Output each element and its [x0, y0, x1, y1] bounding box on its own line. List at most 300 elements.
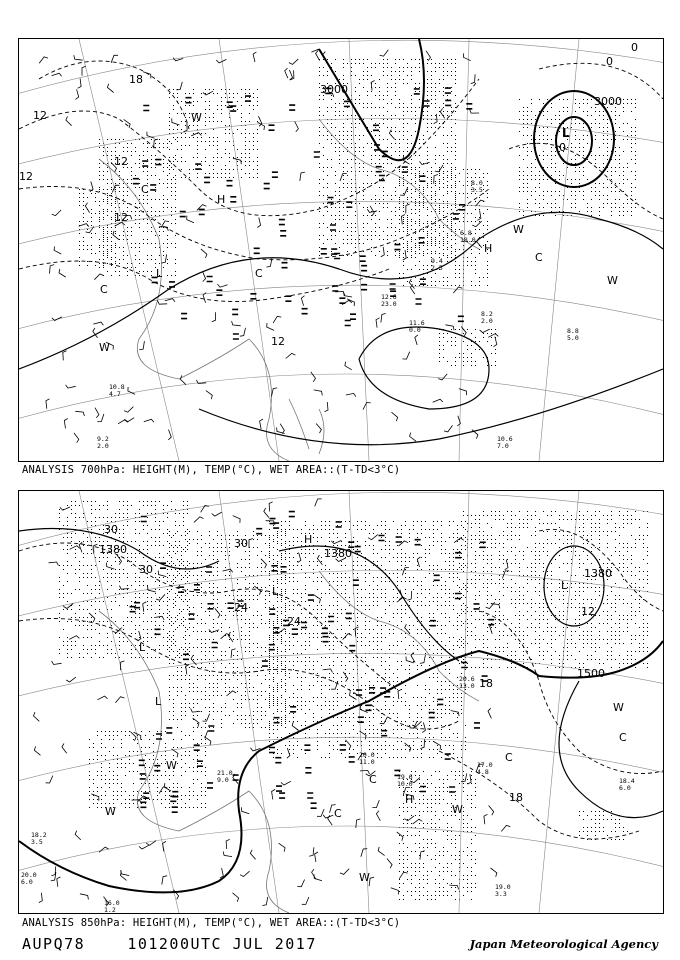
wet-area-dot	[169, 149, 170, 150]
wet-area-dot	[169, 129, 170, 130]
wet-area-dot	[339, 247, 340, 248]
wet-area-dot	[217, 695, 218, 696]
wet-area-dot	[127, 505, 128, 506]
wet-area-dot	[67, 653, 68, 654]
wet-area-dot	[151, 501, 152, 502]
wet-area-dot	[375, 195, 376, 196]
wet-area-dot	[175, 139, 176, 140]
wet-area-dot	[403, 151, 404, 152]
wet-area-dot	[205, 591, 206, 592]
wet-area-dot	[433, 569, 434, 570]
wet-area-dot	[383, 99, 384, 100]
wet-area-dot	[135, 657, 136, 658]
wet-area-dot	[417, 581, 418, 582]
wet-area-dot	[237, 595, 238, 596]
wet-area-dot	[217, 149, 218, 150]
wet-area-dot	[439, 189, 440, 190]
wind-barb	[381, 247, 385, 257]
wet-area-dot	[67, 621, 68, 622]
wet-area-dot	[471, 169, 472, 170]
wet-area-dot	[171, 637, 172, 638]
wet-area-dot	[221, 719, 222, 720]
wet-area-dot	[607, 123, 608, 124]
wet-area-dot	[455, 205, 456, 206]
wet-area-dot	[245, 579, 246, 580]
wind-barb	[176, 82, 182, 90]
wet-area-dot	[635, 175, 636, 176]
wet-area-dot	[179, 545, 180, 546]
wet-area-dot	[397, 557, 398, 558]
wet-area-dot	[135, 243, 136, 244]
wet-area-dot	[175, 541, 176, 542]
wet-area-dot	[277, 607, 278, 608]
wet-area-dot	[323, 195, 324, 196]
wet-area-dot	[443, 285, 444, 286]
wet-area-dot	[209, 639, 210, 640]
wet-area-dot	[331, 235, 332, 236]
wet-area-dot	[249, 643, 250, 644]
wet-area-dot	[461, 569, 462, 570]
wet-area-dot	[373, 553, 374, 554]
wet-area-dot	[269, 561, 270, 562]
wet-area-dot	[135, 601, 136, 602]
wet-area-dot	[523, 127, 524, 128]
wet-area-dot	[415, 205, 416, 206]
wet-area-dot	[63, 629, 64, 630]
wet-area-dot	[245, 595, 246, 596]
wet-area-dot	[187, 549, 188, 550]
wet-area-dot	[253, 109, 254, 110]
wet-area-dot	[201, 603, 202, 604]
wet-area-dot	[321, 529, 322, 530]
wet-area-dot	[335, 223, 336, 224]
wet-area-dot	[355, 99, 356, 100]
wet-area-dot	[395, 151, 396, 152]
wet-area-dot	[233, 663, 234, 664]
wet-area-dot	[177, 129, 178, 130]
wet-area-dot	[447, 59, 448, 60]
wet-area-dot	[375, 107, 376, 108]
wet-area-dot	[415, 229, 416, 230]
wet-area-dot	[99, 239, 100, 240]
wet-area-dot	[245, 695, 246, 696]
wet-area-dot	[185, 655, 186, 656]
wet-area-dot	[443, 135, 444, 136]
wet-area-dot	[205, 173, 206, 174]
wet-area-dot	[519, 211, 520, 212]
wet-area-dot	[543, 131, 544, 132]
wet-area-dot	[547, 127, 548, 128]
wet-area-dot	[635, 179, 636, 180]
wet-area-dot	[543, 207, 544, 208]
wet-area-dot	[407, 225, 408, 226]
wet-area-dot	[627, 99, 628, 100]
wet-area-dot	[183, 501, 184, 502]
wet-area-dot	[159, 585, 160, 586]
wet-area-dot	[107, 517, 108, 518]
wet-area-dot	[201, 659, 202, 660]
wet-area-dot	[371, 163, 372, 164]
wet-area-dot	[615, 111, 616, 112]
wet-area-dot	[391, 71, 392, 72]
wet-area-dot	[443, 59, 444, 60]
wet-area-dot	[143, 505, 144, 506]
wet-area-dot	[431, 229, 432, 230]
wet-area-dot	[115, 577, 116, 578]
wet-area-dot	[571, 195, 572, 196]
wet-area-dot	[335, 111, 336, 112]
wet-area-dot	[415, 285, 416, 286]
wet-area-dot	[59, 581, 60, 582]
wet-area-dot	[329, 529, 330, 530]
wet-area-dot	[217, 535, 218, 536]
wet-area-dot	[417, 541, 418, 542]
wet-area-dot	[373, 533, 374, 534]
wet-area-dot	[427, 79, 428, 80]
wet-area-dot	[427, 183, 428, 184]
wet-area-dot	[375, 199, 376, 200]
wet-area-dot	[389, 549, 390, 550]
wet-area-dot	[253, 699, 254, 700]
wet-area-dot	[435, 229, 436, 230]
wet-area-dot	[451, 223, 452, 224]
wet-area-dot	[371, 219, 372, 220]
wet-area-dot	[111, 247, 112, 248]
wet-area-dot	[427, 127, 428, 128]
wet-area-dot	[167, 175, 168, 176]
wet-area-dot	[103, 557, 104, 558]
wet-area-dot	[375, 215, 376, 216]
wet-area-dot	[435, 103, 436, 104]
wet-area-dot	[399, 231, 400, 232]
wet-area-dot	[79, 205, 80, 206]
wet-area-dot	[213, 623, 214, 624]
wet-area-dot	[233, 133, 234, 134]
wet-area-dot	[373, 545, 374, 546]
wind-barb	[285, 68, 288, 78]
wet-area-dot	[107, 209, 108, 210]
wet-area-dot	[107, 271, 108, 272]
wet-area-dot	[443, 79, 444, 80]
wet-area-dot	[241, 567, 242, 568]
wet-area-dot	[79, 609, 80, 610]
wind-barb	[206, 391, 212, 400]
wet-area-dot	[99, 247, 100, 248]
wet-area-dot	[193, 715, 194, 716]
wet-area-dot	[427, 223, 428, 224]
wet-area-dot	[155, 509, 156, 510]
wet-area-dot	[401, 525, 402, 526]
wet-area-dot	[383, 199, 384, 200]
wet-area-dot	[343, 151, 344, 152]
wet-area-dot	[261, 551, 262, 552]
wet-area-dot	[273, 555, 274, 556]
wet-area-dot	[67, 573, 68, 574]
wet-area-dot	[359, 103, 360, 104]
wet-area-dot	[197, 583, 198, 584]
wet-area-dot	[339, 215, 340, 216]
wet-area-dot	[185, 105, 186, 106]
wet-area-dot	[111, 193, 112, 194]
wet-area-dot	[415, 123, 416, 124]
wet-area-dot	[423, 193, 424, 194]
wet-area-dot	[351, 255, 352, 256]
wet-area-dot	[277, 699, 278, 700]
wet-area-dot	[229, 543, 230, 544]
wind-barb	[52, 210, 61, 216]
wet-area-dot	[479, 281, 480, 282]
wet-area-dot	[607, 155, 608, 156]
wet-area-dot	[455, 151, 456, 152]
wet-area-dot	[359, 139, 360, 140]
wet-area-dot	[395, 115, 396, 116]
wet-area-dot	[439, 107, 440, 108]
wet-area-dot	[463, 185, 464, 186]
wet-area-dot	[365, 569, 366, 570]
wet-area-dot	[103, 237, 104, 238]
wet-area-dot	[99, 245, 100, 246]
wet-area-dot	[463, 353, 464, 354]
wet-area-dot	[119, 645, 120, 646]
wet-area-dot	[91, 525, 92, 526]
wet-area-dot	[173, 687, 174, 688]
wet-area-dot	[111, 219, 112, 220]
wet-area-dot	[365, 529, 366, 530]
wet-area-dot	[337, 573, 338, 574]
wet-area-dot	[159, 609, 160, 610]
wet-area-dot	[431, 243, 432, 244]
wet-area-dot	[169, 575, 170, 576]
wet-area-dot	[111, 183, 112, 184]
wet-area-dot	[399, 257, 400, 258]
wet-area-dot	[277, 639, 278, 640]
wet-area-dot	[547, 203, 548, 204]
wet-area-dot	[221, 97, 222, 98]
wet-area-dot	[217, 161, 218, 162]
wet-area-dot	[269, 607, 270, 608]
wet-area-dot	[399, 223, 400, 224]
wet-area-dot	[379, 115, 380, 116]
wet-area-dot	[91, 637, 92, 638]
wet-area-dot	[285, 603, 286, 604]
wet-area-dot	[349, 577, 350, 578]
wet-area-dot	[99, 259, 100, 260]
wet-area-dot	[435, 127, 436, 128]
wet-area-dot	[201, 93, 202, 94]
wet-area-dot	[79, 193, 80, 194]
wet-area-dot	[257, 161, 258, 162]
wet-area-dot	[439, 111, 440, 112]
wet-area-dot	[177, 619, 178, 620]
wet-area-dot	[197, 639, 198, 640]
wet-area-dot	[351, 115, 352, 116]
wet-area-dot	[457, 541, 458, 542]
wet-area-dot	[245, 121, 246, 122]
wet-area-dot	[151, 243, 152, 244]
wet-area-dot	[399, 139, 400, 140]
plotted-observation	[453, 214, 459, 219]
wet-area-dot	[237, 615, 238, 616]
wet-area-dot	[371, 115, 372, 116]
wet-area-dot	[285, 583, 286, 584]
wet-area-dot	[209, 145, 210, 146]
wet-area-dot	[119, 641, 120, 642]
wet-area-dot	[151, 545, 152, 546]
wet-area-dot	[403, 59, 404, 60]
wet-area-dot	[447, 225, 448, 226]
wet-area-dot	[179, 585, 180, 586]
wet-area-dot	[237, 667, 238, 668]
wet-area-dot	[631, 195, 632, 196]
wet-area-dot	[419, 285, 420, 286]
wet-area-dot	[87, 621, 88, 622]
wet-area-dot	[103, 621, 104, 622]
wet-area-dot	[407, 247, 408, 248]
wet-area-dot	[177, 691, 178, 692]
wet-area-dot	[111, 155, 112, 156]
wet-area-dot	[403, 223, 404, 224]
wet-area-dot	[539, 203, 540, 204]
wet-area-dot	[339, 207, 340, 208]
wet-area-dot	[189, 683, 190, 684]
wet-area-dot	[555, 119, 556, 120]
wet-area-dot	[79, 657, 80, 658]
wet-area-dot	[173, 169, 174, 170]
wet-area-dot	[265, 691, 266, 692]
wet-area-dot	[257, 719, 258, 720]
wet-area-dot	[217, 105, 218, 106]
wet-area-dot	[277, 563, 278, 564]
wet-area-dot	[523, 183, 524, 184]
wet-area-dot	[151, 199, 152, 200]
wet-area-dot	[289, 525, 290, 526]
wet-area-dot	[225, 129, 226, 130]
wet-area-dot	[335, 215, 336, 216]
wet-area-dot	[411, 239, 412, 240]
wet-area-dot	[79, 261, 80, 262]
wet-area-dot	[99, 585, 100, 586]
wet-area-dot	[205, 595, 206, 596]
wet-area-dot	[139, 545, 140, 546]
wet-area-dot	[237, 679, 238, 680]
wet-area-dot	[273, 703, 274, 704]
wet-area-dot	[387, 95, 388, 96]
wet-area-dot	[173, 703, 174, 704]
wet-area-dot	[431, 123, 432, 124]
wet-area-dot	[407, 83, 408, 84]
wet-area-dot	[111, 245, 112, 246]
wet-area-dot	[327, 107, 328, 108]
plotted-observation	[285, 296, 291, 301]
wet-area-dot	[123, 653, 124, 654]
wet-area-dot	[631, 131, 632, 132]
wet-area-dot	[427, 269, 428, 270]
wet-area-dot	[583, 123, 584, 124]
wet-area-dot	[415, 177, 416, 178]
wet-area-dot	[205, 639, 206, 640]
wet-area-dot	[139, 183, 140, 184]
wet-area-dot	[99, 267, 100, 268]
wet-area-dot	[319, 247, 320, 248]
wet-area-dot	[351, 127, 352, 128]
wet-area-dot	[285, 707, 286, 708]
wet-area-dot	[433, 521, 434, 522]
wet-area-dot	[555, 115, 556, 116]
wet-area-dot	[257, 157, 258, 158]
station-value: 11.6	[409, 319, 425, 327]
wet-area-dot	[249, 97, 250, 98]
wet-area-dot	[407, 269, 408, 270]
wind-barb	[107, 84, 113, 93]
wet-area-dot	[139, 247, 140, 248]
wet-area-dot	[351, 131, 352, 132]
wet-area-dot	[399, 215, 400, 216]
wet-area-dot	[603, 131, 604, 132]
wet-area-dot	[479, 229, 480, 230]
wet-area-dot	[465, 549, 466, 550]
wet-area-dot	[163, 203, 164, 204]
wet-area-dot	[213, 161, 214, 162]
wet-area-dot	[169, 535, 170, 536]
wet-area-dot	[261, 563, 262, 564]
wet-area-dot	[431, 167, 432, 168]
wet-area-dot	[159, 613, 160, 614]
wet-area-dot	[435, 107, 436, 108]
wet-area-dot	[443, 241, 444, 242]
wet-area-dot	[395, 139, 396, 140]
plotted-observation	[424, 101, 430, 106]
wet-area-dot	[213, 575, 214, 576]
wet-area-dot	[381, 581, 382, 582]
wet-area-dot	[319, 179, 320, 180]
wet-area-dot	[229, 639, 230, 640]
wet-area-dot	[443, 111, 444, 112]
wet-area-dot	[123, 259, 124, 260]
wet-area-dot	[443, 237, 444, 238]
wet-area-dot	[71, 649, 72, 650]
station-value: 9.2	[97, 435, 109, 443]
wet-area-dot	[333, 533, 334, 534]
wet-area-dot	[467, 169, 468, 170]
wet-area-dot	[103, 213, 104, 214]
wet-area-dot	[427, 237, 428, 238]
wet-area-dot	[111, 641, 112, 642]
wet-area-dot	[245, 141, 246, 142]
wet-area-dot	[193, 727, 194, 728]
wet-area-dot	[175, 509, 176, 510]
wet-area-dot	[237, 93, 238, 94]
wet-area-dot	[159, 605, 160, 606]
wet-area-dot	[363, 243, 364, 244]
wet-area-dot	[171, 589, 172, 590]
wet-area-dot	[265, 623, 266, 624]
wet-area-dot	[421, 525, 422, 526]
wet-area-dot	[583, 175, 584, 176]
wet-area-dot	[177, 551, 178, 552]
wet-area-dot	[87, 229, 88, 230]
wet-area-dot	[111, 609, 112, 610]
wet-area-dot	[169, 695, 170, 696]
wet-area-dot	[225, 687, 226, 688]
wet-area-dot	[451, 221, 452, 222]
wet-area-dot	[119, 509, 120, 510]
wet-area-dot	[119, 633, 120, 634]
wet-area-dot	[623, 211, 624, 212]
wet-area-dot	[277, 531, 278, 532]
wet-area-dot	[449, 557, 450, 558]
wet-area-dot	[427, 249, 428, 250]
wet-area-dot	[447, 147, 448, 148]
